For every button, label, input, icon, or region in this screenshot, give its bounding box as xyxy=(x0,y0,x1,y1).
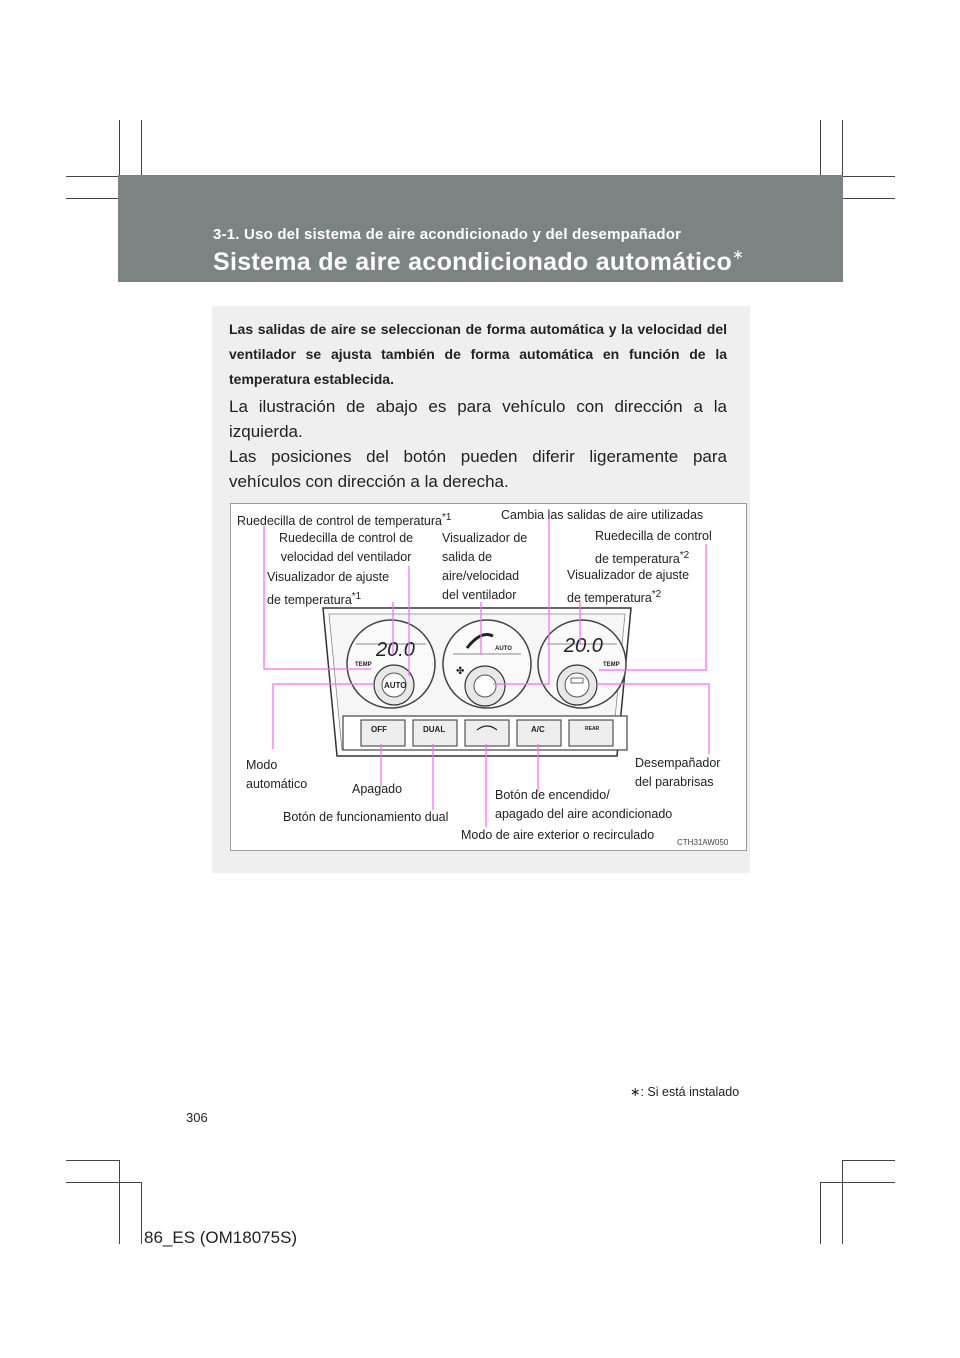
crop-mark xyxy=(66,198,119,199)
page-title xyxy=(213,248,744,277)
label-ac: Botón de encendido/ apagado del aire acondicionado xyxy=(495,788,673,821)
intro-line-2: Las posiciones del botón pueden diferir ligeramente para vehículos con dirección a la derecha. xyxy=(229,447,727,491)
off-button-label: OFF xyxy=(371,725,387,734)
recirc-button xyxy=(465,720,509,746)
left-temp-label: TEMP xyxy=(355,662,372,668)
optional-mark: ∗ xyxy=(732,246,745,262)
crop-mark xyxy=(843,176,895,177)
figure-code: CTH31AW050 xyxy=(677,838,729,847)
intro-summary: Las salidas de aire se seleccionan de forma automática y la velocidad del ventilador se ajusta también de forma automática en función de la temperatura establecida. xyxy=(229,321,727,387)
crop-mark xyxy=(66,1160,119,1161)
crop-mark xyxy=(141,120,142,175)
crop-mark xyxy=(66,1182,141,1183)
rear-button-label: REAR xyxy=(585,726,600,732)
document-code: 86_ES (OM18075S) xyxy=(144,1228,298,1247)
right-temp-label: TEMP xyxy=(603,662,620,668)
label-outlet-display: Visualizador de salida de aire/velocidad del ventilador xyxy=(442,531,528,602)
label-temp-dial-1: Ruedecilla de control de temperatura$^{*1}$ xyxy=(237,512,452,529)
dual-button-label: DUAL xyxy=(423,725,446,734)
label-temp-dial-2: Ruedecilla de control de temperatura$^{*2}$ xyxy=(595,529,712,567)
ac-button-label: A/C xyxy=(531,725,545,734)
left-temp-display: 20.0 xyxy=(376,639,415,661)
crop-mark xyxy=(820,1182,821,1244)
page-title-text: Sistema de aire acondicionado automático xyxy=(213,248,733,276)
page-number: 306 xyxy=(186,1110,208,1125)
crop-mark xyxy=(842,1160,843,1244)
crop-mark xyxy=(119,1160,120,1244)
label-defog: Desempañador del parabrisas xyxy=(635,756,721,789)
label-recirc: Modo de aire exterior o recirculado xyxy=(461,828,655,842)
crop-mark xyxy=(820,120,821,175)
right-temp-display: 20.0 xyxy=(564,635,603,657)
crop-mark xyxy=(141,1182,142,1244)
footnote: ∗: Si está instalado xyxy=(630,1085,740,1099)
center-auto-label: AUTO xyxy=(495,646,512,652)
section-title: 3-1. Uso del sistema de aire acondicionado y del desempañador xyxy=(213,226,682,243)
intro-notes xyxy=(229,394,727,494)
crop-mark xyxy=(119,120,120,175)
ac-button xyxy=(517,720,561,746)
defog-button xyxy=(569,720,613,746)
label-temp-display-2: Visualizador de ajuste de temperatura$^{*2}$ xyxy=(567,568,690,606)
label-change-outlets: Cambia las salidas de aire utilizadas xyxy=(501,508,704,522)
off-button xyxy=(361,720,405,746)
crop-mark xyxy=(843,1160,895,1161)
crop-mark xyxy=(843,198,895,199)
label-temp-display-1: Visualizador de ajuste de temperatura$^{*1}$ xyxy=(267,570,390,608)
climate-panel-figure xyxy=(230,503,747,851)
label-off: Apagado xyxy=(352,782,403,796)
label-auto-mode: Modo automático xyxy=(246,758,308,791)
intro-line-1: La ilustración de abajo es para vehículo con dirección a la izquierda. xyxy=(229,397,727,441)
dual-button xyxy=(413,720,457,746)
label-fan-dial: Ruedecilla de control de velocidad del ventilador xyxy=(279,531,414,564)
fan-icon: ✤ xyxy=(456,666,465,677)
crop-mark xyxy=(842,120,843,175)
crop-mark xyxy=(820,1182,895,1183)
crop-mark xyxy=(66,176,119,177)
label-dual: Botón de funcionamiento dual xyxy=(283,810,449,824)
auto-button-label: AUTO xyxy=(384,681,407,690)
